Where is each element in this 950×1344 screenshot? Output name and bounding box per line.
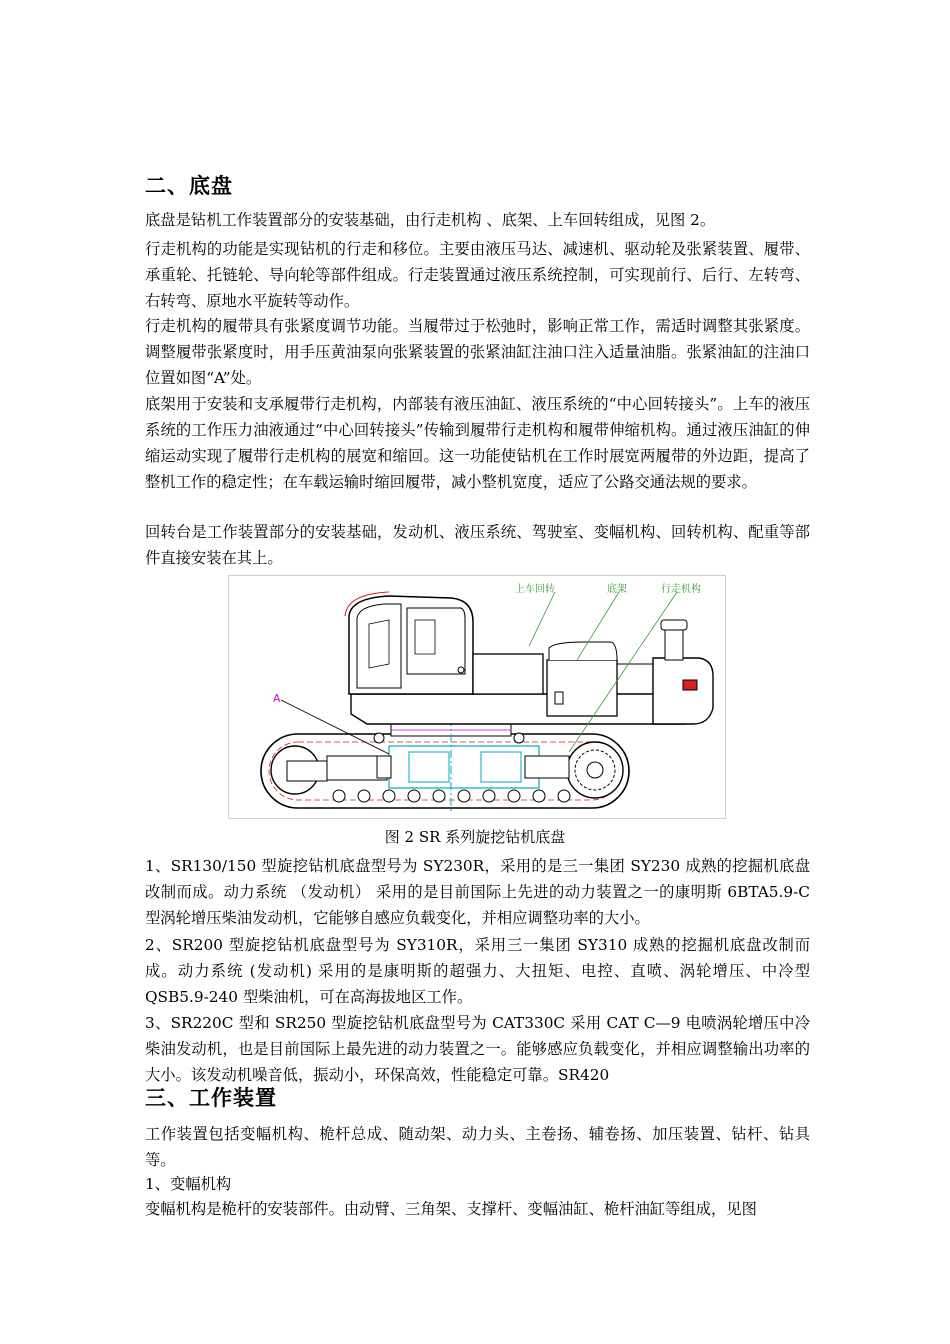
model-paragraph: 2、SR200 型旋挖钻机底盘型号为 SY310R，采用三一集团 SY310 成熟的挖掘机底盘改制而成。动力系统 (发动机) 采用的是康明斯的超强力、大扭矩、电控、直喷、涡轮增压、中冷型 QSB5.9-240 型柴油机，可在高海拔地区工作。	[145, 936, 810, 1006]
leader-upper	[529, 592, 555, 646]
turntable-deck	[351, 694, 699, 724]
paragraph: 变幅机构是桅杆的安装部件。由动臂、三角架、支撑杆、变幅油缸、桅杆油缸等组成，见图	[145, 1200, 757, 1218]
label-frame: 底架	[607, 584, 627, 595]
section-heading-chassis: 二、底盘	[145, 174, 233, 198]
subsection-title: 1、变幅机构	[145, 1175, 232, 1193]
frame-box-right	[481, 752, 521, 782]
hydraulic-tank	[547, 660, 617, 716]
label-upper-slewing: 上车回转	[515, 584, 555, 595]
chassis-drawing-figure	[228, 575, 726, 819]
section-heading-working-device: 三、工作装置	[145, 1086, 277, 1110]
paragraph: 行走机构的功能是实现钻机的行走和移位。主要由液压马达、减速机、驱动轮及张紧装置、履带、承重轮、托链轮、导向轮等部件组成。行走装置通过液压系统控制，可实现前行、后行、左转弯、右转弯、原地水平旋转等动作。	[145, 240, 810, 310]
model-paragraph: 1、SR130/150 型旋挖钻机底盘型号为 SY230R，采用的是三一集团 SY230 成熟的挖掘机底盘改制而成。动力系统 （发动机） 采用的是目前国际上先进的动力装置之一的康明斯 6BTA5.9-C 型涡轮增压柴油发动机，它能够自感应负载变化，并相应调整功率的大小。	[145, 857, 810, 927]
label-travel-mechanism: 行走机构	[661, 584, 701, 595]
chassis-drawing	[229, 576, 725, 818]
tensioner-block	[287, 761, 327, 781]
counterweight	[653, 658, 713, 724]
frame-box-left	[409, 752, 449, 782]
label-point-a: A	[273, 692, 281, 705]
paragraph: 行走机构的履带具有张紧度调节功能。当履带过于松弛时，影响正常工作，需适时调整其张紧度。调整履带张紧度时，用手压黄油泵向张紧装置的张紧油缸注油口注入适量油脂。张紧油缸的注油口位置如图“A”处。	[145, 317, 810, 387]
cab-body	[349, 596, 473, 694]
engine-hood	[473, 654, 543, 694]
paragraph: 底架用于安装和支承履带行走机构，内部装有液压油缸、液压系统的“中心回转接头”。上车的液压系统的工作压力油液通过“中心回转接头”传输到履带行走机构和履带伸缩机构。通过液压油缸的伸缩运动实现了履带行走机构的展宽和缩回。这一功能使钻机在工作时展宽两履带的外边距，提高了整机工作的稳定性；在车载运输时缩回履带，减小整机宽度，适应了公路交通法规的要求。	[145, 395, 810, 491]
paragraph: 底盘是钻机工作装置部分的安装基础，由行走机构 、底架、上车回转组成，见图 2。	[145, 211, 716, 229]
exhaust-cap	[661, 620, 687, 630]
exhaust-stack	[665, 626, 683, 660]
paragraph: 回转台是工作装置部分的安装基础，发动机、液压系统、驾驶室、变幅机构、回转机构、配重等部件直接安装在其上。	[145, 523, 810, 567]
brand-logo	[683, 680, 697, 690]
figure-caption: 图 2 SR 系列旋挖钻机底盘	[384, 828, 566, 846]
model-paragraph: 3、SR220C 型和 SR250 型旋挖钻机底盘型号为 CAT330C 采用 CAT C—9 电喷涡轮增压中冷柴油发动机，也是目前国际上最先进的动力装置之一。能够感应负载变化，并相应调整输出功率的大小。该发动机噪音低，振动小，环保高效，性能稳定可靠。SR420	[145, 1014, 810, 1084]
frame-plate-right	[525, 756, 569, 778]
frame-plate-left	[377, 756, 391, 778]
paragraph: 工作装置包括变幅机构、桅杆总成、随动架、动力头、主卷扬、辅卷扬、加压装置、钻杆、钻具等。	[145, 1125, 810, 1169]
